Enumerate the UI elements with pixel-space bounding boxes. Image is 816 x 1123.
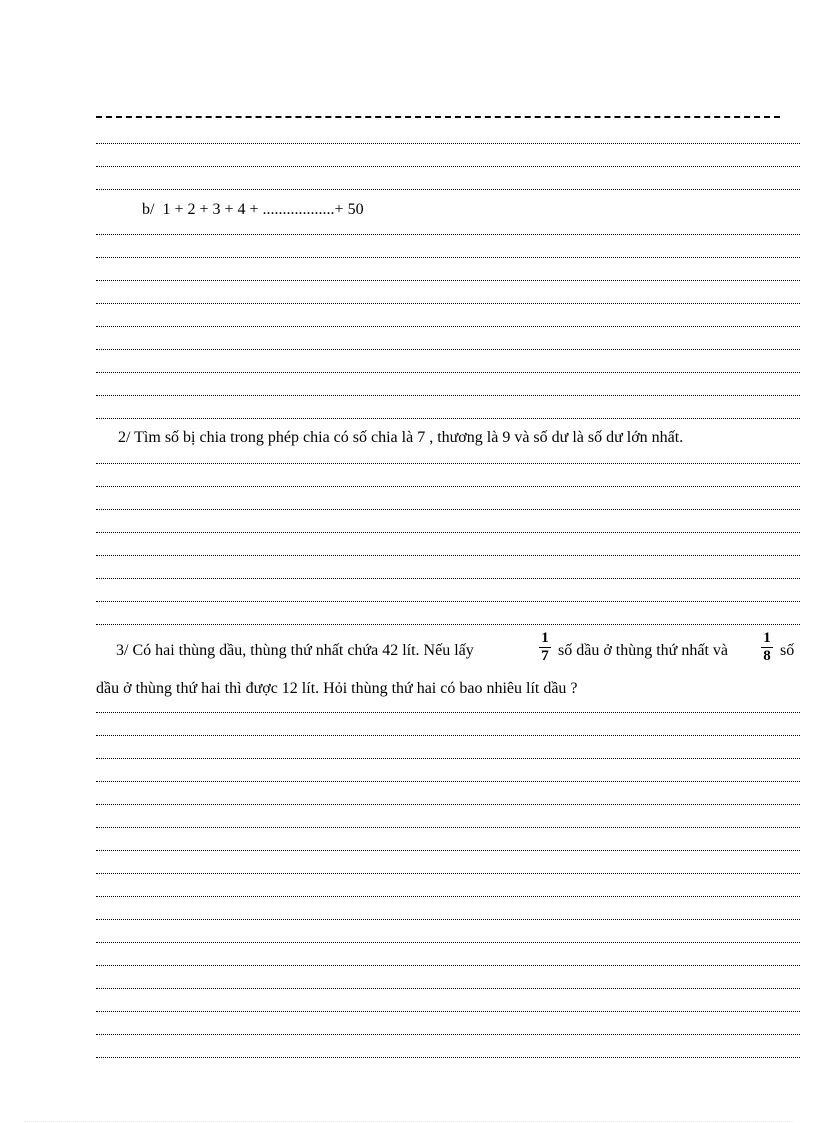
answer-line [96,418,800,419]
answer-line [96,1011,800,1012]
page-bottom-border [24,1121,794,1122]
fraction-numerator: 1 [541,630,549,646]
answer-line [96,463,800,464]
fraction-denominator: 7 [541,648,549,664]
answer-line [96,827,800,828]
answer-line [96,850,800,851]
answer-line [96,896,800,897]
answer-line [96,965,800,966]
answer-line [96,257,800,258]
question-3-line2: dầu ở thùng thứ hai thì được 12 lít. Hỏi thùng thứ hai có bao nhiêu lít dầu ? [96,680,578,697]
answer-line [96,372,800,373]
fraction-one-eighth [761,631,773,664]
answer-line [96,395,800,396]
answer-line [96,712,800,713]
fraction-denominator: 8 [763,648,771,664]
answer-line [96,578,800,579]
part-b-expression: 1 + 2 + 3 + 4 + [162,201,263,218]
answer-line [96,1034,800,1035]
fraction-numerator: 1 [763,630,771,646]
answer-line [96,735,800,736]
answer-line [96,486,800,487]
answer-line [96,303,800,304]
answer-line [96,349,800,350]
answer-line [96,555,800,556]
answer-line [96,509,800,510]
answer-line [96,143,800,144]
fraction-one-seventh [539,631,551,664]
part-b-end: + 50 [334,201,364,218]
answer-line [96,189,800,190]
answer-line [96,873,800,874]
answer-line [96,532,800,533]
answer-line [96,942,800,943]
question-3-part1: 3/ Có hai thùng dầu, thùng thứ nhất chứa 42 lít. Nếu lấy [116,642,474,659]
answer-line [96,166,800,167]
dashed-separator [96,116,780,118]
question-3-part3: số [780,642,795,659]
part-b-label: b/ [142,201,155,218]
question-2: 2/ Tìm số bị chia trong phép chia có số chia là 7 , thương là 9 và số dư là số dư lớn nhất. [118,429,684,446]
part-b-dots: .................. [262,201,335,218]
part-b-question [142,200,364,220]
answer-line [96,601,800,602]
answer-line [96,758,800,759]
answer-line [96,804,800,805]
answer-line [96,234,800,235]
answer-line [96,1057,800,1058]
answer-line [96,280,800,281]
answer-line [96,326,800,327]
answer-line [96,919,800,920]
answer-line [96,624,800,625]
answer-line [96,988,800,989]
question-3-part2: số dầu ở thùng thứ nhất và [558,642,728,659]
answer-line [96,781,800,782]
